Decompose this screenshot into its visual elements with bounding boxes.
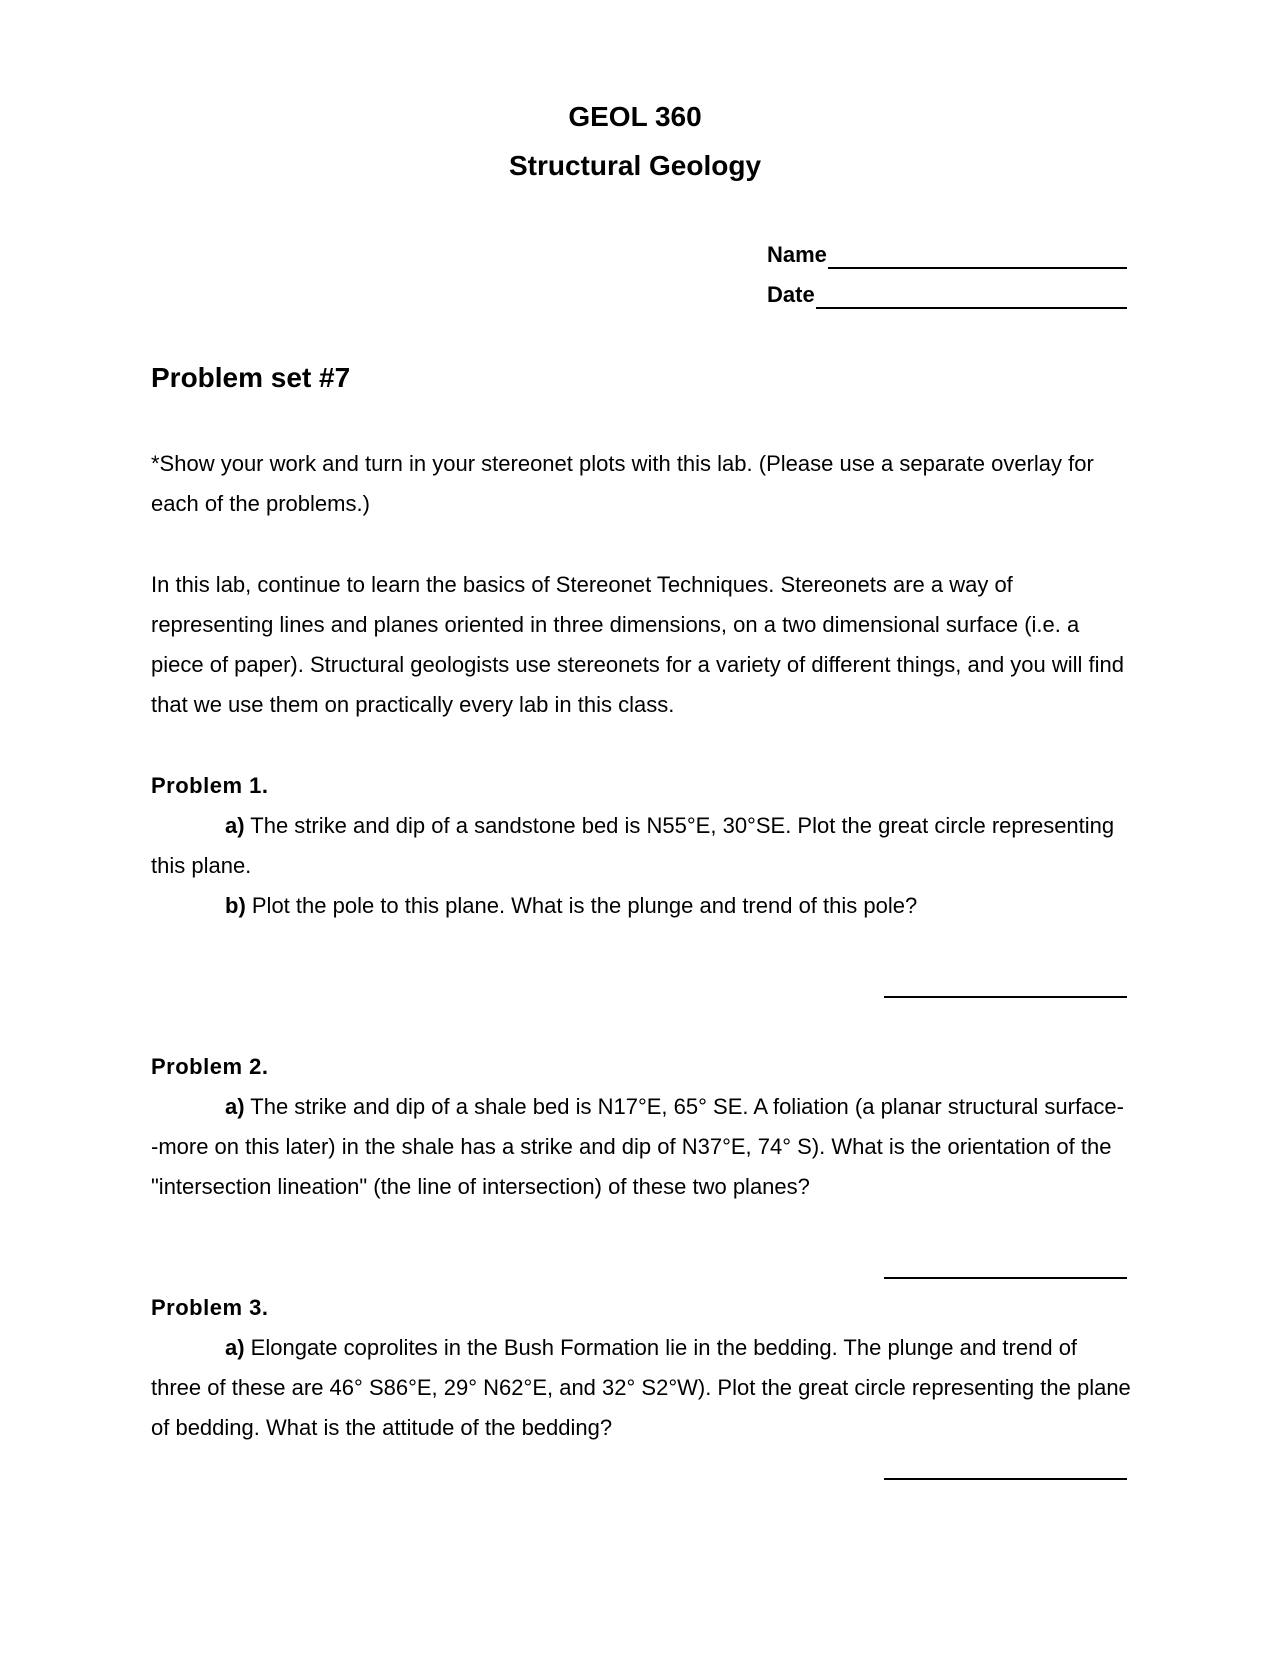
course-title: GEOL 360 <box>568 101 702 132</box>
part-label: a) <box>225 1094 245 1119</box>
date-label: Date <box>767 282 815 307</box>
date-blank-line[interactable] <box>816 285 1127 309</box>
problem-1b <box>151 886 1131 926</box>
subject-title: Structural Geology <box>508 150 762 181</box>
part-text: Elongate coprolites in the Bush Formation lie in the bedding. The plunge and trend of three of these are 46° S86°E, 29° N62°E, and 32° S2°W). Plot the great circle representing the plane of bedding. What is the attitude of the bedding? <box>151 1335 1131 1440</box>
intro-paragraph: In this lab, continue to learn the basics of Stereonet Techniques. Stereonets are a way of representing lines and planes oriented in three dimensions, on a two dimensional surface (i.e. a piece of paper). Structural geologists use stereonets for a variety of different things, and you will find that we use them on practically every lab in this class. <box>151 572 1125 717</box>
date-field[interactable] <box>767 281 1127 309</box>
part-label: a) <box>225 1335 245 1360</box>
problem-1-title: Problem 1. <box>151 773 269 798</box>
instructions-paragraph: *Show your work and turn in your stereonet plots with this lab. (Please use a separate overlay for each of the problems.) <box>151 451 1094 516</box>
part-label: a) <box>225 813 245 838</box>
name-label: Name <box>767 242 827 267</box>
problem-1-answer-line[interactable] <box>884 996 1127 998</box>
part-label: b) <box>225 893 246 918</box>
problem-2-title: Problem 2. <box>151 1054 269 1079</box>
part-text: Plot the pole to this plane. What is the plunge and trend of this pole? <box>245 893 918 918</box>
problem-3a <box>151 1328 1131 1448</box>
part-text: The strike and dip of a shale bed is N17°E, 65° SE. A foliation (a planar structural surface--more on this later) in the shale has a strike and dip of N37°E, 74° S). What is the orientation of the "intersection lineation" (the line of intersection) of these two planes? <box>151 1094 1124 1199</box>
problem-2-answer-line[interactable] <box>884 1277 1127 1279</box>
problem-3-title: Problem 3. <box>151 1295 269 1320</box>
problem-set-heading: Problem set #7 <box>151 362 351 393</box>
problem-1a <box>151 806 1131 886</box>
problem-3-answer-line[interactable] <box>884 1478 1127 1480</box>
problem-2a <box>151 1087 1131 1207</box>
name-field[interactable] <box>767 241 1127 269</box>
name-blank-line[interactable] <box>828 245 1127 269</box>
part-text: The strike and dip of a sandstone bed is N55°E, 30°SE. Plot the great circle representing this plane. <box>151 813 1115 878</box>
